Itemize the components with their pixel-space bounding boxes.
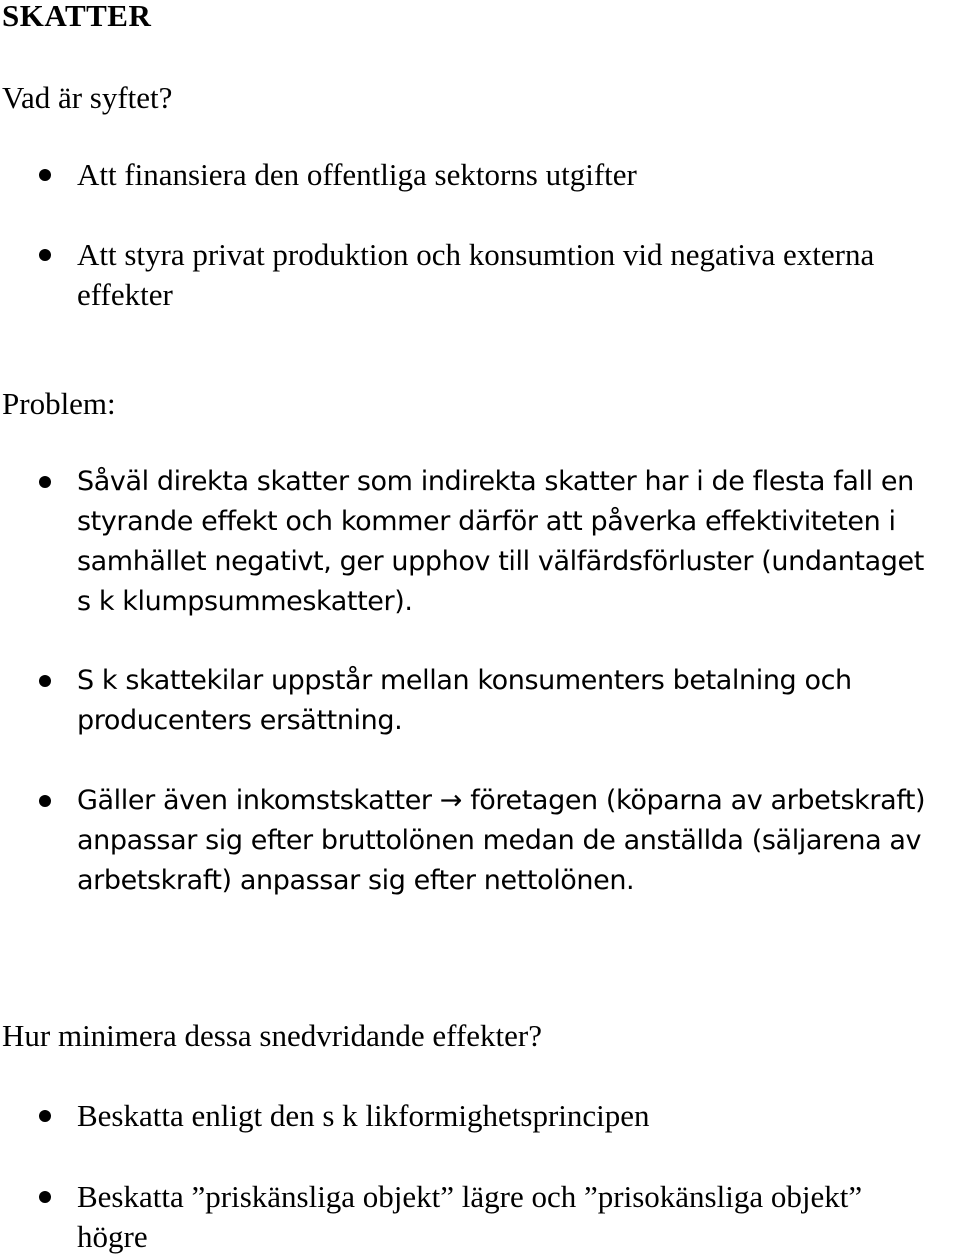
list-item-line: S k skattekilar uppstår mellan konsumenters betalning och <box>77 665 852 696</box>
list-item-line: Beskatta enligt den s k likformighetsprincipen <box>77 1098 650 1133</box>
bullet-icon <box>39 675 51 687</box>
section-heading-purpose: Vad är syftet? <box>2 80 173 115</box>
section-heading-minimize: Hur minimera dessa snedvridande effekter? <box>2 1018 542 1053</box>
list-item-line: Att finansiera den offentliga sektorns utgifter <box>77 157 637 192</box>
list-item-text <box>77 661 960 741</box>
list-item-text <box>77 1177 960 1257</box>
list-item-line: effekter <box>77 277 173 312</box>
list-item-line: Att styra privat produktion och konsumtion vid negativa externa <box>77 237 875 272</box>
list-item-line: s k klumpsummeskatter). <box>77 586 413 617</box>
list-item-line: arbetskraft) anpassar sig efter nettolönen. <box>77 865 635 896</box>
bullet-icon <box>39 1110 51 1122</box>
list-item-text <box>77 1096 960 1136</box>
document-title: SKATTER <box>2 0 152 33</box>
list-item-text <box>77 462 960 622</box>
list-item-line: Såväl direkta skatter som indirekta skatter har i de flesta fall en <box>77 466 914 497</box>
list-item-text <box>77 781 960 901</box>
list-item-line: anpassar sig efter bruttolönen medan de anställda (säljarena av <box>77 825 922 856</box>
bullet-icon <box>39 169 51 181</box>
list-item-line: samhället negativt, ger upphov till välfärdsförluster (undantaget <box>77 546 924 577</box>
bullet-icon <box>39 249 51 261</box>
section-heading-problem: Problem: <box>2 386 116 421</box>
list-item-line: Beskatta ”priskänsliga objekt” lägre och ”prisokänsliga objekt” <box>77 1179 863 1214</box>
bullet-icon <box>39 476 51 488</box>
list-item-text <box>77 155 960 195</box>
list-item-line: styrande effekt och kommer därför att påverka effektiviteten i <box>77 506 896 537</box>
list-item-text <box>77 235 960 315</box>
bullet-icon <box>39 1191 51 1203</box>
list-item-line: producenters ersättning. <box>77 705 403 736</box>
bullet-icon <box>39 795 51 807</box>
list-item-line: Gäller även inkomstskatter → företagen (köparna av arbetskraft) <box>77 785 926 816</box>
list-item-line: högre <box>77 1219 148 1254</box>
